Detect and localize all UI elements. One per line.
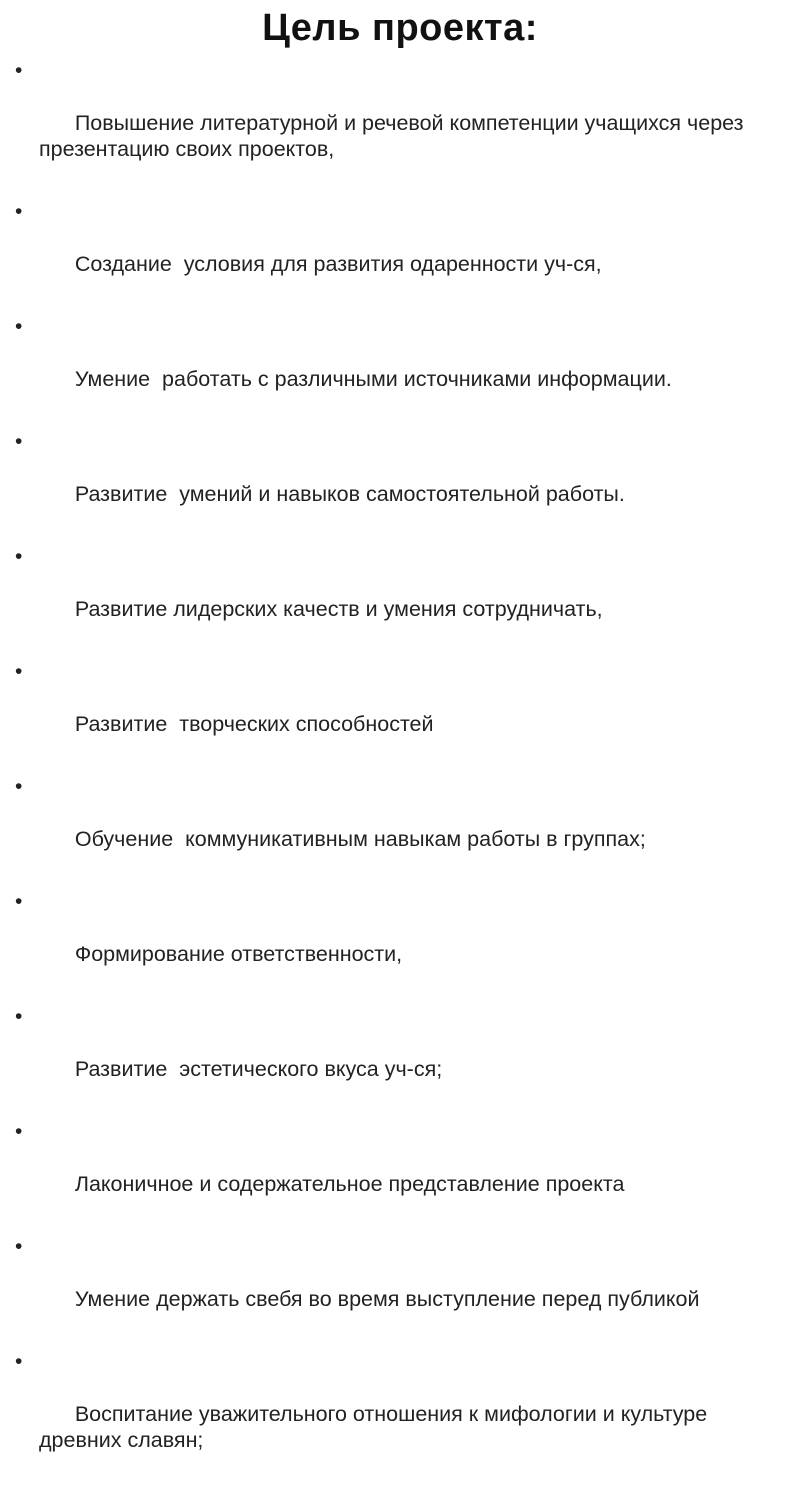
list-item-text: Обучение коммуникативным навыкам работы в группах; xyxy=(74,827,646,851)
list-item-text: Умение работать с различными источниками информации. xyxy=(74,367,672,391)
bullet-icon: • xyxy=(15,430,23,453)
bullet-icon: • xyxy=(15,59,23,82)
bullet-icon: • xyxy=(15,1235,23,1258)
list-item-text: Умение держать свебя во время выступление перед публикой xyxy=(74,1287,700,1311)
bullet-icon: • xyxy=(15,1120,23,1143)
list-item-text: Формирование ответственности, xyxy=(74,942,403,966)
list-item-text: Лаконичное и содержательное представление проекта xyxy=(74,1172,625,1196)
list-item-text: Развитие лидерских качеств и умения сотрудничать, xyxy=(74,597,603,621)
list-item xyxy=(0,659,800,763)
goals-list xyxy=(0,58,800,1490)
bullet-icon: • xyxy=(15,200,23,223)
bullet-icon: • xyxy=(15,315,23,338)
list-item-text: Развитие эстетического вкуса уч-ся; xyxy=(74,1057,443,1081)
list-item xyxy=(0,58,800,188)
list-item xyxy=(0,1004,800,1108)
list-item xyxy=(0,314,800,418)
list-item-text: Создание условия для развития одаренности уч-ся, xyxy=(74,252,602,276)
slide-title: Цель проекта: xyxy=(262,7,538,49)
list-item xyxy=(0,544,800,648)
list-item-text: Развитие умений и навыков самостоятельной работы. xyxy=(74,482,625,506)
list-item xyxy=(0,429,800,533)
list-item xyxy=(0,1119,800,1223)
bullet-icon: • xyxy=(15,890,23,913)
list-item xyxy=(0,774,800,878)
list-item xyxy=(0,889,800,993)
list-item-text: Повышение литературной и речевой компетенции учащихся через презентацию своих проектов, xyxy=(39,111,750,161)
list-item-text: Воспитание уважительного отношения к мифологии и культуре древних славян; xyxy=(39,1402,714,1452)
bullet-icon: • xyxy=(15,660,23,683)
list-item xyxy=(0,199,800,303)
list-item-text: Развитие творческих способностей xyxy=(74,712,434,736)
bullet-icon: • xyxy=(15,775,23,798)
bullet-icon: • xyxy=(15,545,23,568)
list-item xyxy=(0,1349,800,1479)
bullet-icon: • xyxy=(15,1005,23,1028)
bullet-icon: • xyxy=(15,1350,23,1373)
list-item xyxy=(0,1234,800,1338)
